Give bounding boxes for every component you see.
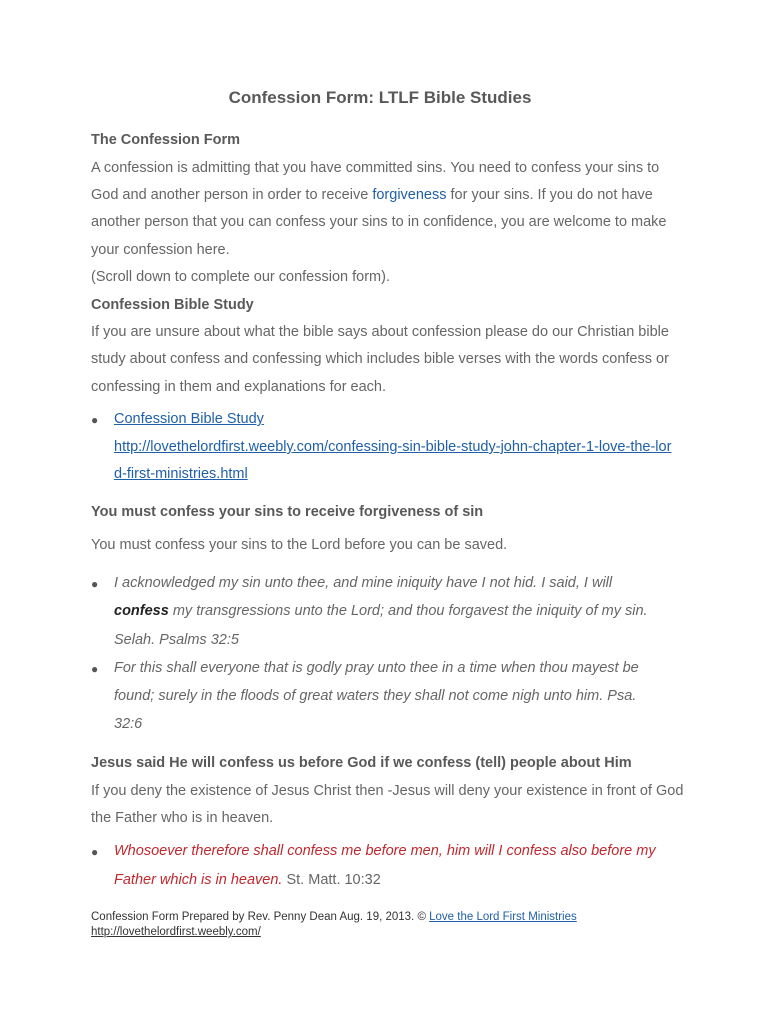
bullet-icon: ● (91, 577, 99, 591)
text-span: my transgressions unto the Lord; and thou forgavest the iniquity of my sin. (168, 603, 648, 619)
verse-line: I acknowledged my sin unto thee, and mine iniquity have I not hid. I said, I will (114, 575, 613, 591)
section-heading-forgiveness: You must confess your sins to receive forgiveness of sin (91, 504, 484, 520)
verse-reference: St. Matt. 10:32 (282, 872, 381, 888)
paragraph-line: You must confess your sins to the Lord before you can be saved. (91, 537, 508, 553)
paragraph-line: the Father who is in heaven. (91, 810, 274, 826)
paragraph-line: A confession is admitting that you have committed sins. You need to confess your sins to (91, 160, 660, 176)
bible-study-url-link[interactable]: d-first-ministries.html (114, 466, 248, 482)
verse-line (114, 872, 381, 888)
footer-credit (91, 910, 577, 925)
verse-line: 32:6 (114, 716, 143, 732)
paragraph-line: If you are unsure about what the bible says about confession please do our Christian bible (91, 324, 669, 340)
section-heading-confession-form: The Confession Form (91, 132, 241, 148)
footer-text: Confession Form Prepared by Rev. Penny Dean Aug. 19, 2013. © (91, 911, 430, 923)
verse-line: For this shall everyone that is godly pray unto thee in a time when thou mayest be (114, 660, 639, 676)
paragraph-line (91, 187, 653, 203)
verse-line-red: Whosoever therefore shall confess me before men, him will I confess also before my (114, 843, 656, 859)
verse-line: found; surely in the floods of great waters they shall not come nigh unto him. Psa. (114, 688, 637, 704)
paragraph-line: If you deny the existence of Jesus Christ then -Jesus will deny your existence in front of God (91, 783, 684, 799)
forgiveness-link[interactable]: forgiveness (372, 187, 447, 203)
text-span: God and another person in order to receive (91, 187, 373, 203)
verse-line (114, 603, 648, 619)
footer-url-link[interactable]: http://lovethelordfirst.weebly.com/ (91, 926, 261, 938)
bullet-icon: ● (91, 662, 99, 676)
bullet-icon: ● (91, 413, 99, 427)
bullet-icon: ● (91, 845, 99, 859)
bible-study-url-link[interactable]: http://lovethelordfirst.weebly.com/confessing-sin-bible-study-john-chapter-1-love-the-lor (114, 439, 672, 455)
emphasis-word: confess (114, 603, 169, 619)
paragraph-line: another person that you can confess your sins to in confidence, you are welcome to make (91, 214, 667, 230)
section-heading-jesus-confess: Jesus said He will confess us before God if we confess (tell) people about Him (91, 755, 632, 771)
paragraph-line: study about confess and confessing which includes bible verses with the words confess or (91, 351, 669, 367)
document-title: Confession Form: LTLF Bible Studies (228, 88, 532, 107)
paragraph-line: your confession here. (91, 242, 230, 258)
paragraph-line: confessing in them and explanations for each. (91, 379, 387, 395)
verse-text-red: Father which is in heaven. (114, 872, 283, 888)
confession-bible-study-link[interactable]: Confession Bible Study (114, 411, 264, 427)
section-heading-bible-study: Confession Bible Study (91, 297, 254, 313)
footer-ministry-link[interactable]: Love the Lord First Ministries (429, 911, 577, 923)
verse-line: Selah. Psalms 32:5 (114, 632, 239, 648)
scroll-note: (Scroll down to complete our confession form). (91, 269, 390, 285)
text-span: for your sins. If you do not have (446, 187, 653, 203)
